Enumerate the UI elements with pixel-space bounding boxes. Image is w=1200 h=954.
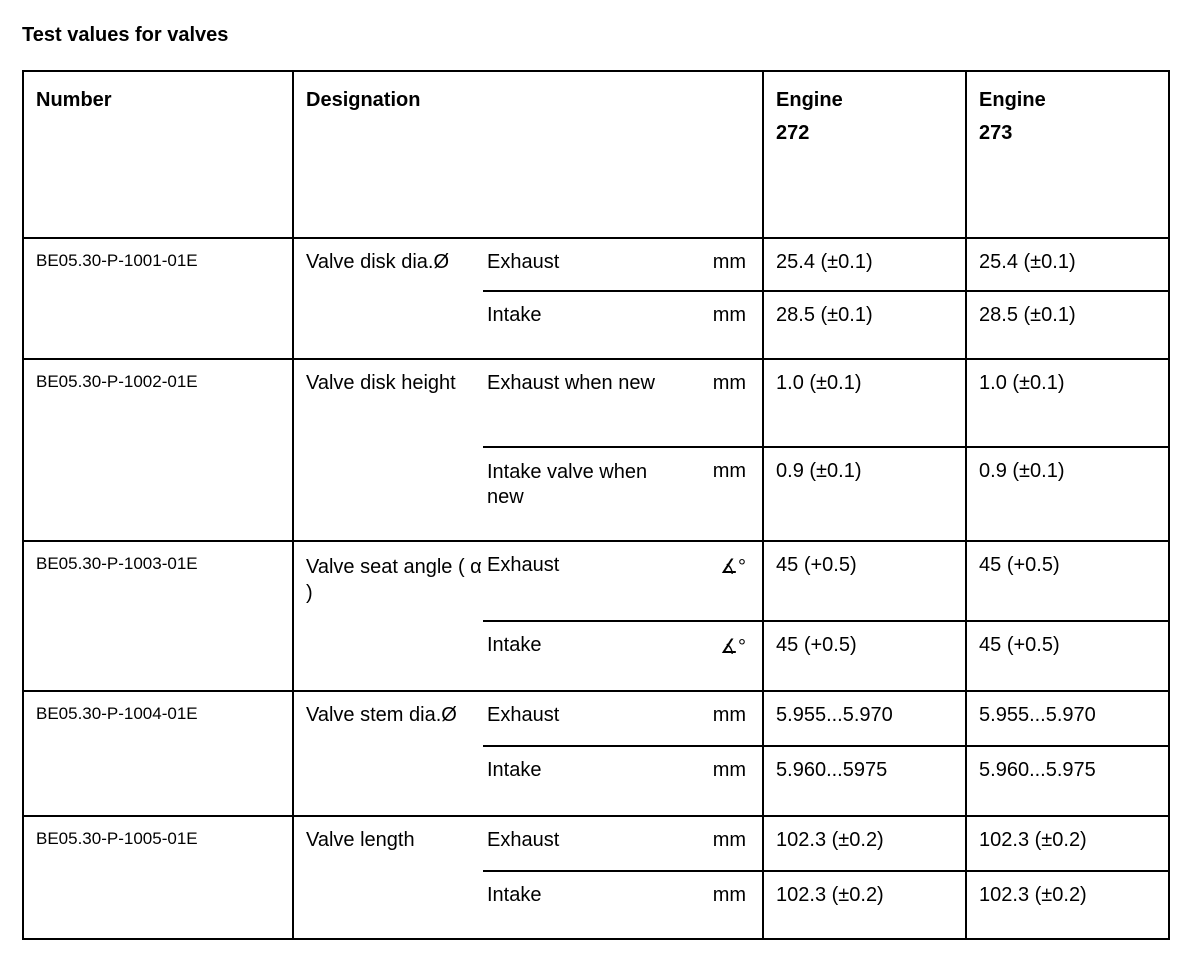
header-engine-272 xyxy=(763,71,966,238)
value-engine-273: 0.9 (±0.1) xyxy=(966,447,1169,541)
value-engine-272: 25.4 (±0.1) xyxy=(763,238,966,291)
value-engine-273: 102.3 (±0.2) xyxy=(966,871,1169,939)
header-engine-272-label: Engine xyxy=(776,89,843,111)
unit: mm xyxy=(693,447,763,541)
header-engine-273-code: 273 xyxy=(979,122,1013,144)
value-engine-272: 5.955...5.970 xyxy=(763,691,966,746)
test-number: BE05.30-P-1001-01E xyxy=(23,238,293,359)
designation: Valve seat angle ( α ) xyxy=(293,541,483,691)
component: Intake xyxy=(483,746,693,816)
table-row xyxy=(23,238,1169,291)
page-title: Test values for valves xyxy=(22,24,229,46)
header-engine-272-code: 272 xyxy=(776,122,810,144)
table-row xyxy=(23,691,1169,746)
angle-unit: ∡° xyxy=(693,621,763,691)
header-engine-273-label: Engine xyxy=(979,89,1046,111)
value-engine-273: 5.960...5.975 xyxy=(966,746,1169,816)
component: Exhaust xyxy=(483,816,693,871)
table-header-row xyxy=(23,71,1169,238)
value-engine-273: 1.0 (±0.1) xyxy=(966,359,1169,447)
value-engine-273: 25.4 (±0.1) xyxy=(966,238,1169,291)
test-number: BE05.30-P-1002-01E xyxy=(23,359,293,541)
unit: mm xyxy=(693,871,763,939)
test-number: BE05.30-P-1004-01E xyxy=(23,691,293,816)
unit: mm xyxy=(693,746,763,816)
test-number: BE05.30-P-1005-01E xyxy=(23,816,293,939)
table-row xyxy=(23,816,1169,871)
component: Exhaust xyxy=(483,691,693,746)
value-engine-273: 102.3 (±0.2) xyxy=(966,816,1169,871)
value-engine-272: 1.0 (±0.1) xyxy=(763,359,966,447)
unit: mm xyxy=(693,691,763,746)
value-engine-273: 28.5 (±0.1) xyxy=(966,291,1169,359)
test-number: BE05.30-P-1003-01E xyxy=(23,541,293,691)
designation: Valve stem dia.Ø xyxy=(293,691,483,816)
component: Intake xyxy=(483,291,693,359)
valve-test-values-table xyxy=(22,70,1170,940)
component: Exhaust xyxy=(483,238,693,291)
designation: Valve disk height xyxy=(293,359,483,541)
value-engine-272: 102.3 (±0.2) xyxy=(763,816,966,871)
designation: Valve length xyxy=(293,816,483,939)
designation: Valve disk dia.Ø xyxy=(293,238,483,359)
value-engine-272: 28.5 (±0.1) xyxy=(763,291,966,359)
unit: mm xyxy=(693,816,763,871)
component: Exhaust xyxy=(483,541,693,621)
unit: mm xyxy=(693,359,763,447)
angle-unit: ∡° xyxy=(693,541,763,621)
value-engine-272: 45 (+0.5) xyxy=(763,541,966,621)
header-engine-273 xyxy=(966,71,1169,238)
value-engine-273: 5.955...5.970 xyxy=(966,691,1169,746)
component: Exhaust when new xyxy=(483,359,693,447)
header-designation: Designation xyxy=(293,71,763,238)
unit: mm xyxy=(693,291,763,359)
unit: mm xyxy=(693,238,763,291)
component: Intake xyxy=(483,621,693,691)
value-engine-272: 0.9 (±0.1) xyxy=(763,447,966,541)
value-engine-272: 45 (+0.5) xyxy=(763,621,966,691)
table-row xyxy=(23,541,1169,621)
value-engine-273: 45 (+0.5) xyxy=(966,621,1169,691)
header-number: Number xyxy=(23,71,293,238)
value-engine-272: 102.3 (±0.2) xyxy=(763,871,966,939)
component: Intake xyxy=(483,871,693,939)
table-row xyxy=(23,359,1169,447)
component: Intake valve when new xyxy=(483,447,693,541)
value-engine-273: 45 (+0.5) xyxy=(966,541,1169,621)
value-engine-272: 5.960...5975 xyxy=(763,746,966,816)
